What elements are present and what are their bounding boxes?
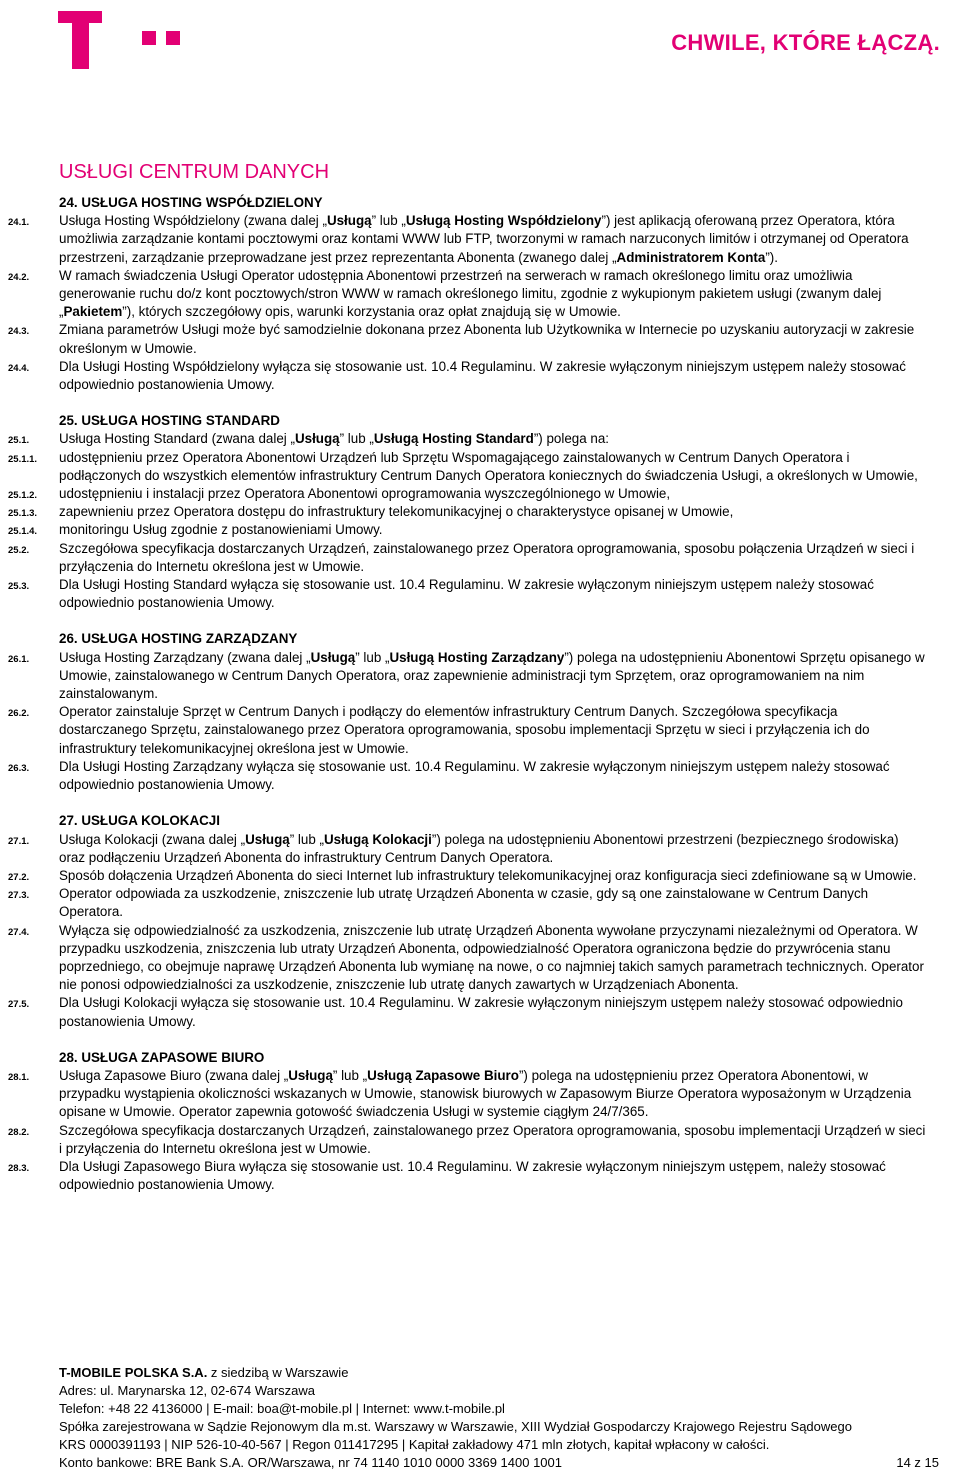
clause-number: 28.2. [8, 1126, 30, 1138]
clause-text: ”) polega na udostępnieniu Abonentowi przestrzeni (bezpiecznego środowiska) oraz podłączeniu Urządzeń Abonenta do infrastruktury Centrum Danych Operatora. [59, 831, 899, 865]
clause-text: ”), których szczegółowy opis, warunki korzystania oraz opłat znajdują się w Umowie. [122, 304, 621, 320]
clause [0, 1067, 960, 1122]
clause-text: Dla Usługi Kolokacji wyłącza się stosowanie ust. 10.4 Regulaminu. W zakresie wyłączonym niniejszym ustępem należy stosować odpowiednio postanowienia Umowy. [59, 995, 903, 1029]
clause [0, 885, 960, 921]
clause-text: Szczegółowa specyfikacja dostarczanych Urządzeń, zainstalowanego przez Operatora oprogramowania, sposobu implementacji Urządzeń w sieci i przyłączenia do Internetu określona jest w Umowie. [59, 1122, 926, 1156]
clause-text: ” lub „ [332, 1067, 368, 1083]
clause-defined-term: Usługą Hosting Zarządzany [389, 649, 565, 665]
brand-slogan: CHWILE, KTÓRE ŁĄCZĄ. [671, 30, 940, 55]
clause-number: 24.1. [8, 217, 30, 229]
section-gap [0, 794, 960, 812]
clause-defined-term: Usługą [288, 1067, 333, 1083]
clause-text: Szczegółowa specyfikacja dostarczanych Urządzeń, zainstalowanego przez Operatora oprogramowania, sposobu połączenia Urządzeń w sieci i przyłączenia do Internetu określona jest w Umowie. [59, 540, 915, 574]
clause-defined-term: Pakietem [63, 304, 123, 320]
clause-text: Dla Usługi Hosting Zarządzany wyłącza się stosowanie ust. 10.4 Regulaminu. W zakresie wyłączonym niniejszym ustępem należy stosować odpowiednio postanowienia Umowy. [59, 758, 890, 793]
clause-number: 28.1. [8, 1071, 30, 1083]
clause-number: 24.4. [8, 362, 30, 374]
brand-header [0, 0, 960, 80]
clause-text: Usługa Hosting Standard (zwana dalej „ [59, 431, 295, 447]
clause-number: 25.1.2. [8, 490, 38, 502]
footer-bank: Konto bankowe: BRE Bank S.A. OR/Warszawa, nr 74 1140 1010 0000 3369 1400 1001 [59, 1455, 562, 1471]
clause-text: Dla Usługi Zapasowego Biura wyłącza się stosowanie ust. 10.4 Regulaminu. W zakresie wyłączonym niniejszym ustępem, należy stosować odpowiednio postanowienia Umowy. [59, 1158, 886, 1193]
clause-text: ”) polega na udostępnieniu przez Operatora Abonentowi, w przypadku wystąpienia okoliczności wskazanych w Umowie, stanowisk biurowych w Zapasowym Biurze Operatora wyposażonym w Urządzenia opisane w Umowie. Operator zapewnia gotowość świadczenia Usługi w systemie ciągłym 24/7/365. [59, 1067, 912, 1120]
telekom-logo [58, 5, 188, 69]
footer-address: Adres: ul. Marynarska 12, 02-674 Warszawa [59, 1383, 316, 1399]
clause-number: 26.2. [8, 708, 30, 720]
logo-t-stem [72, 11, 89, 69]
clause-number: 26.1. [8, 653, 30, 665]
clause-text: W ramach świadczenia Usługi Operator udostępnia Abonentowi przestrzeń na serwerach w ramach określonego limitu oraz umożliwia generowanie ruchu do/z kont pocztowych/stron WWW w ramach określonego limitu, zgodnie z wykupionym pakietem usługi (zwanym dalej „ [59, 267, 882, 320]
section-heading: 26. USŁUGA HOSTING ZARZĄDZANY [59, 631, 298, 647]
clause-number: 24.2. [8, 271, 30, 283]
clause-text: Dla Usługi Hosting Współdzielony wyłącza się stosowanie ust. 10.4 Regulaminu. W zakresie wyłączonym niniejszym ustępem należy stosować odpowiednio postanowienia Umowy. [59, 358, 906, 393]
clause [0, 703, 960, 758]
footer-registry: Spółka zarejestrowana w Sądzie Rejonowym dla m.st. Warszawy w Warszawie, XIII Wydział Gospodarczy Krajowego Rejestru Sądowego [59, 1419, 852, 1435]
clause [0, 831, 960, 867]
clause-text: ” lub „ [355, 649, 390, 665]
footer-krs: KRS 0000391193 | NIP 526-10-40-567 | Regon 011417295 | Kapitał zakładowy 471 mln złotych, kapitał wpłacony w całości. [59, 1437, 770, 1453]
clause-text: Sposób dołączenia Urządzeń Abonenta do sieci Internet lub infrastruktury telekomunikacyjnej oraz konfiguracja sieci zdefiniowane są w Umowie. [59, 867, 917, 883]
clause-number: 28.3. [8, 1162, 30, 1174]
section-heading: 24. USŁUGA HOSTING WSPÓŁDZIELONY [59, 195, 323, 210]
clause-number: 27.3. [8, 890, 30, 902]
clause-number: 25.1.1. [8, 453, 38, 465]
clause [0, 212, 960, 267]
clause-number: 26.3. [8, 762, 30, 774]
page-number: 14 z 15 [896, 1455, 939, 1471]
clause-text: Wyłącza się odpowiedzialność za uszkodzenia, zniszczenie lub utratę Urządzeń Abonenta wywołane przyczynami niezależnymi od Operatora. W przypadku uszkodzenia, zniszczenia lub utraty Urządzeń Abonenta, odpowiedzialność Operatora ograniczona będzie do przywrócenia stanu poprzedniego, co obejmuje naprawę Urządzeń Abonenta lub wymianę na nowe, o co najmniej takich samych parametrach technicznych. Operator nie ponosi odpowiedzialności za uszkodzenie, zniszczenie lub utratę danych zawartych w Urządzeniach Abonenta. [59, 922, 924, 993]
clause-text: udostępnieniu i instalacji przez Operatora Abonentowi oprogramowania wyszczególnionego w Umowie, [59, 486, 671, 502]
clause [0, 922, 960, 995]
clause-defined-term: Usługą [294, 431, 340, 447]
clause-number: 25.2. [8, 544, 30, 556]
section-heading: 25. USŁUGA HOSTING STANDARD [59, 413, 280, 429]
clause [0, 267, 960, 322]
clause-text: Operator zainstaluje Sprzęt w Centrum Danych i podłączy do elementów infrastruktury Centrum Danych. Szczegółowa specyfikacja dostarczanego Sprzętu, zainstalowanego przez Operatora oprogramowania, sposobu implementacji Sprzętu w sieci i przyłączenia ich do infrastruktury telekomunikacyjnej określona jest w Umowie. [59, 704, 870, 756]
clause-text: Usługa Hosting Zarządzany (zwana dalej „ [59, 649, 311, 665]
clause-text: Usługa Zapasowe Biuro (zwana dalej „ [59, 1067, 289, 1083]
clause-text: udostępnieniu przez Operatora Abonentowi Urządzeń lub Sprzętu Wspomagającego zainstalowanych w Centrum Danych Operatora i podłączonych do wszystkich elementów infrastruktury Centrum Danych Operatora koniecznych do świadczenia Usługi, a określonych w Umowie, [59, 449, 918, 483]
clause-text: zapewnieniu przez Operatora dostępu do infrastruktury telekomunikacyjnej o charakterystyce opisanej w Umowie, [59, 504, 734, 520]
clause-number: 25.3. [8, 581, 30, 593]
clause [0, 576, 960, 612]
clause-defined-term: Usługą [310, 649, 356, 665]
document-body [0, 194, 960, 1194]
clause-number: 25.1.4. [8, 526, 38, 538]
clause [0, 503, 960, 521]
footer-company-seat: z siedzibą w Warszawie [207, 1365, 349, 1380]
logo-square-1 [142, 31, 156, 45]
clause-number: 25.1.3. [8, 508, 38, 520]
clause [0, 758, 960, 794]
clause [0, 449, 960, 485]
clause-text: ” lub „ [371, 213, 406, 229]
clause [0, 430, 960, 448]
clause [0, 540, 960, 576]
clause [0, 321, 960, 357]
page-footer [59, 1364, 939, 1473]
clause [0, 1122, 960, 1158]
clause [0, 485, 960, 503]
section-gap [0, 394, 960, 412]
section-heading: 27. USŁUGA KOLOKACJI [59, 813, 220, 829]
clause-number: 27.2. [8, 871, 30, 883]
clause-text: ” lub „ [289, 831, 324, 847]
clause [0, 994, 960, 1030]
clause-text: ”). [765, 249, 778, 265]
clause-number: 27.5. [8, 999, 30, 1011]
clause-text: ”) polega na: [533, 431, 609, 447]
clause-text: Usługa Hosting Współdzielony (zwana dalej „ [59, 213, 327, 229]
page-title: USŁUGI CENTRUM DANYCH [59, 161, 330, 183]
clause [0, 867, 960, 885]
section-gap [0, 612, 960, 630]
footer-company-name: T-MOBILE POLSKA S.A. [59, 1365, 208, 1380]
clause-text: ”) jest aplikacją oferowaną przez Operatora, która umożliwia zarządzanie kontami pocztowymi oraz kontami WWW lub FTP, tworzonymi w ramach narzuconych limitów i otrzymanej od Operatora przestrzeni, zarządzanie przeprowadzane jest przez reprezentanta Abonenta (zwanego dalej „ [59, 213, 909, 265]
clause-text: ”) polega na udostępnieniu Abonentowi Sprzętu opisanego w Umowie, zainstalowanego w Centrum Danych Operatora, oraz zapewnienie administracji tym Sprzętem, oraz oprogramowaniem na nim zainstalowanym. [59, 649, 925, 702]
clause-text: Operator odpowiada za uszkodzenie, zniszczenie lub utratę Urządzeń Abonenta w czasie, gdy są one zainstalowane w Centrum Danych Operatora. [59, 886, 869, 920]
clause [0, 358, 960, 394]
clause-text: Usługa Kolokacji (zwana dalej „ [59, 831, 246, 847]
clause-defined-term: Usługą Zapasowe Biuro [367, 1067, 519, 1083]
clause-text: ” lub „ [339, 431, 374, 447]
logo-square-2 [166, 31, 180, 45]
clause-defined-term: Usługą Hosting Standard [373, 431, 534, 447]
clause-defined-term: Usługą Kolokacji [323, 831, 432, 847]
clause-defined-term: Administratorem Konta [616, 249, 766, 265]
clause-text: Dla Usługi Hosting Standard wyłącza się stosowanie ust. 10.4 Regulaminu. W zakresie wyłączonym niniejszym ustępem należy stosować odpowiednio postanowienia Umowy. [59, 577, 874, 611]
clause-number: 27.4. [8, 926, 30, 938]
footer-company [59, 1364, 939, 1382]
clause-defined-term: Usługą [326, 213, 372, 229]
clause-number: 24.3. [8, 326, 30, 338]
footer-contact: Telefon: +48 22 4136000 | E-mail: boa@t-mobile.pl | Internet: www.t-mobile.pl [59, 1401, 505, 1417]
clause-defined-term: Usługą [245, 831, 290, 847]
clause [0, 649, 960, 704]
clause [0, 1158, 960, 1194]
clause-text: Zmiana parametrów Usługi może być samodzielnie dokonana przez Abonenta lub Użytkownika w Internecie po uzyskaniu autoryzacji w zakresie określonym w Umowie. [59, 322, 915, 356]
clause [0, 521, 960, 539]
section-heading: 28. USŁUGA ZAPASOWE BIURO [59, 1049, 265, 1065]
clause-number: 25.1. [8, 435, 30, 447]
section-gap [0, 1031, 960, 1049]
clause-defined-term: Usługą Hosting Współdzielony [405, 213, 602, 229]
clause-text: monitoringu Usług zgodnie z postanowieniami Umowy. [59, 522, 383, 538]
clause-number: 27.1. [8, 835, 30, 847]
